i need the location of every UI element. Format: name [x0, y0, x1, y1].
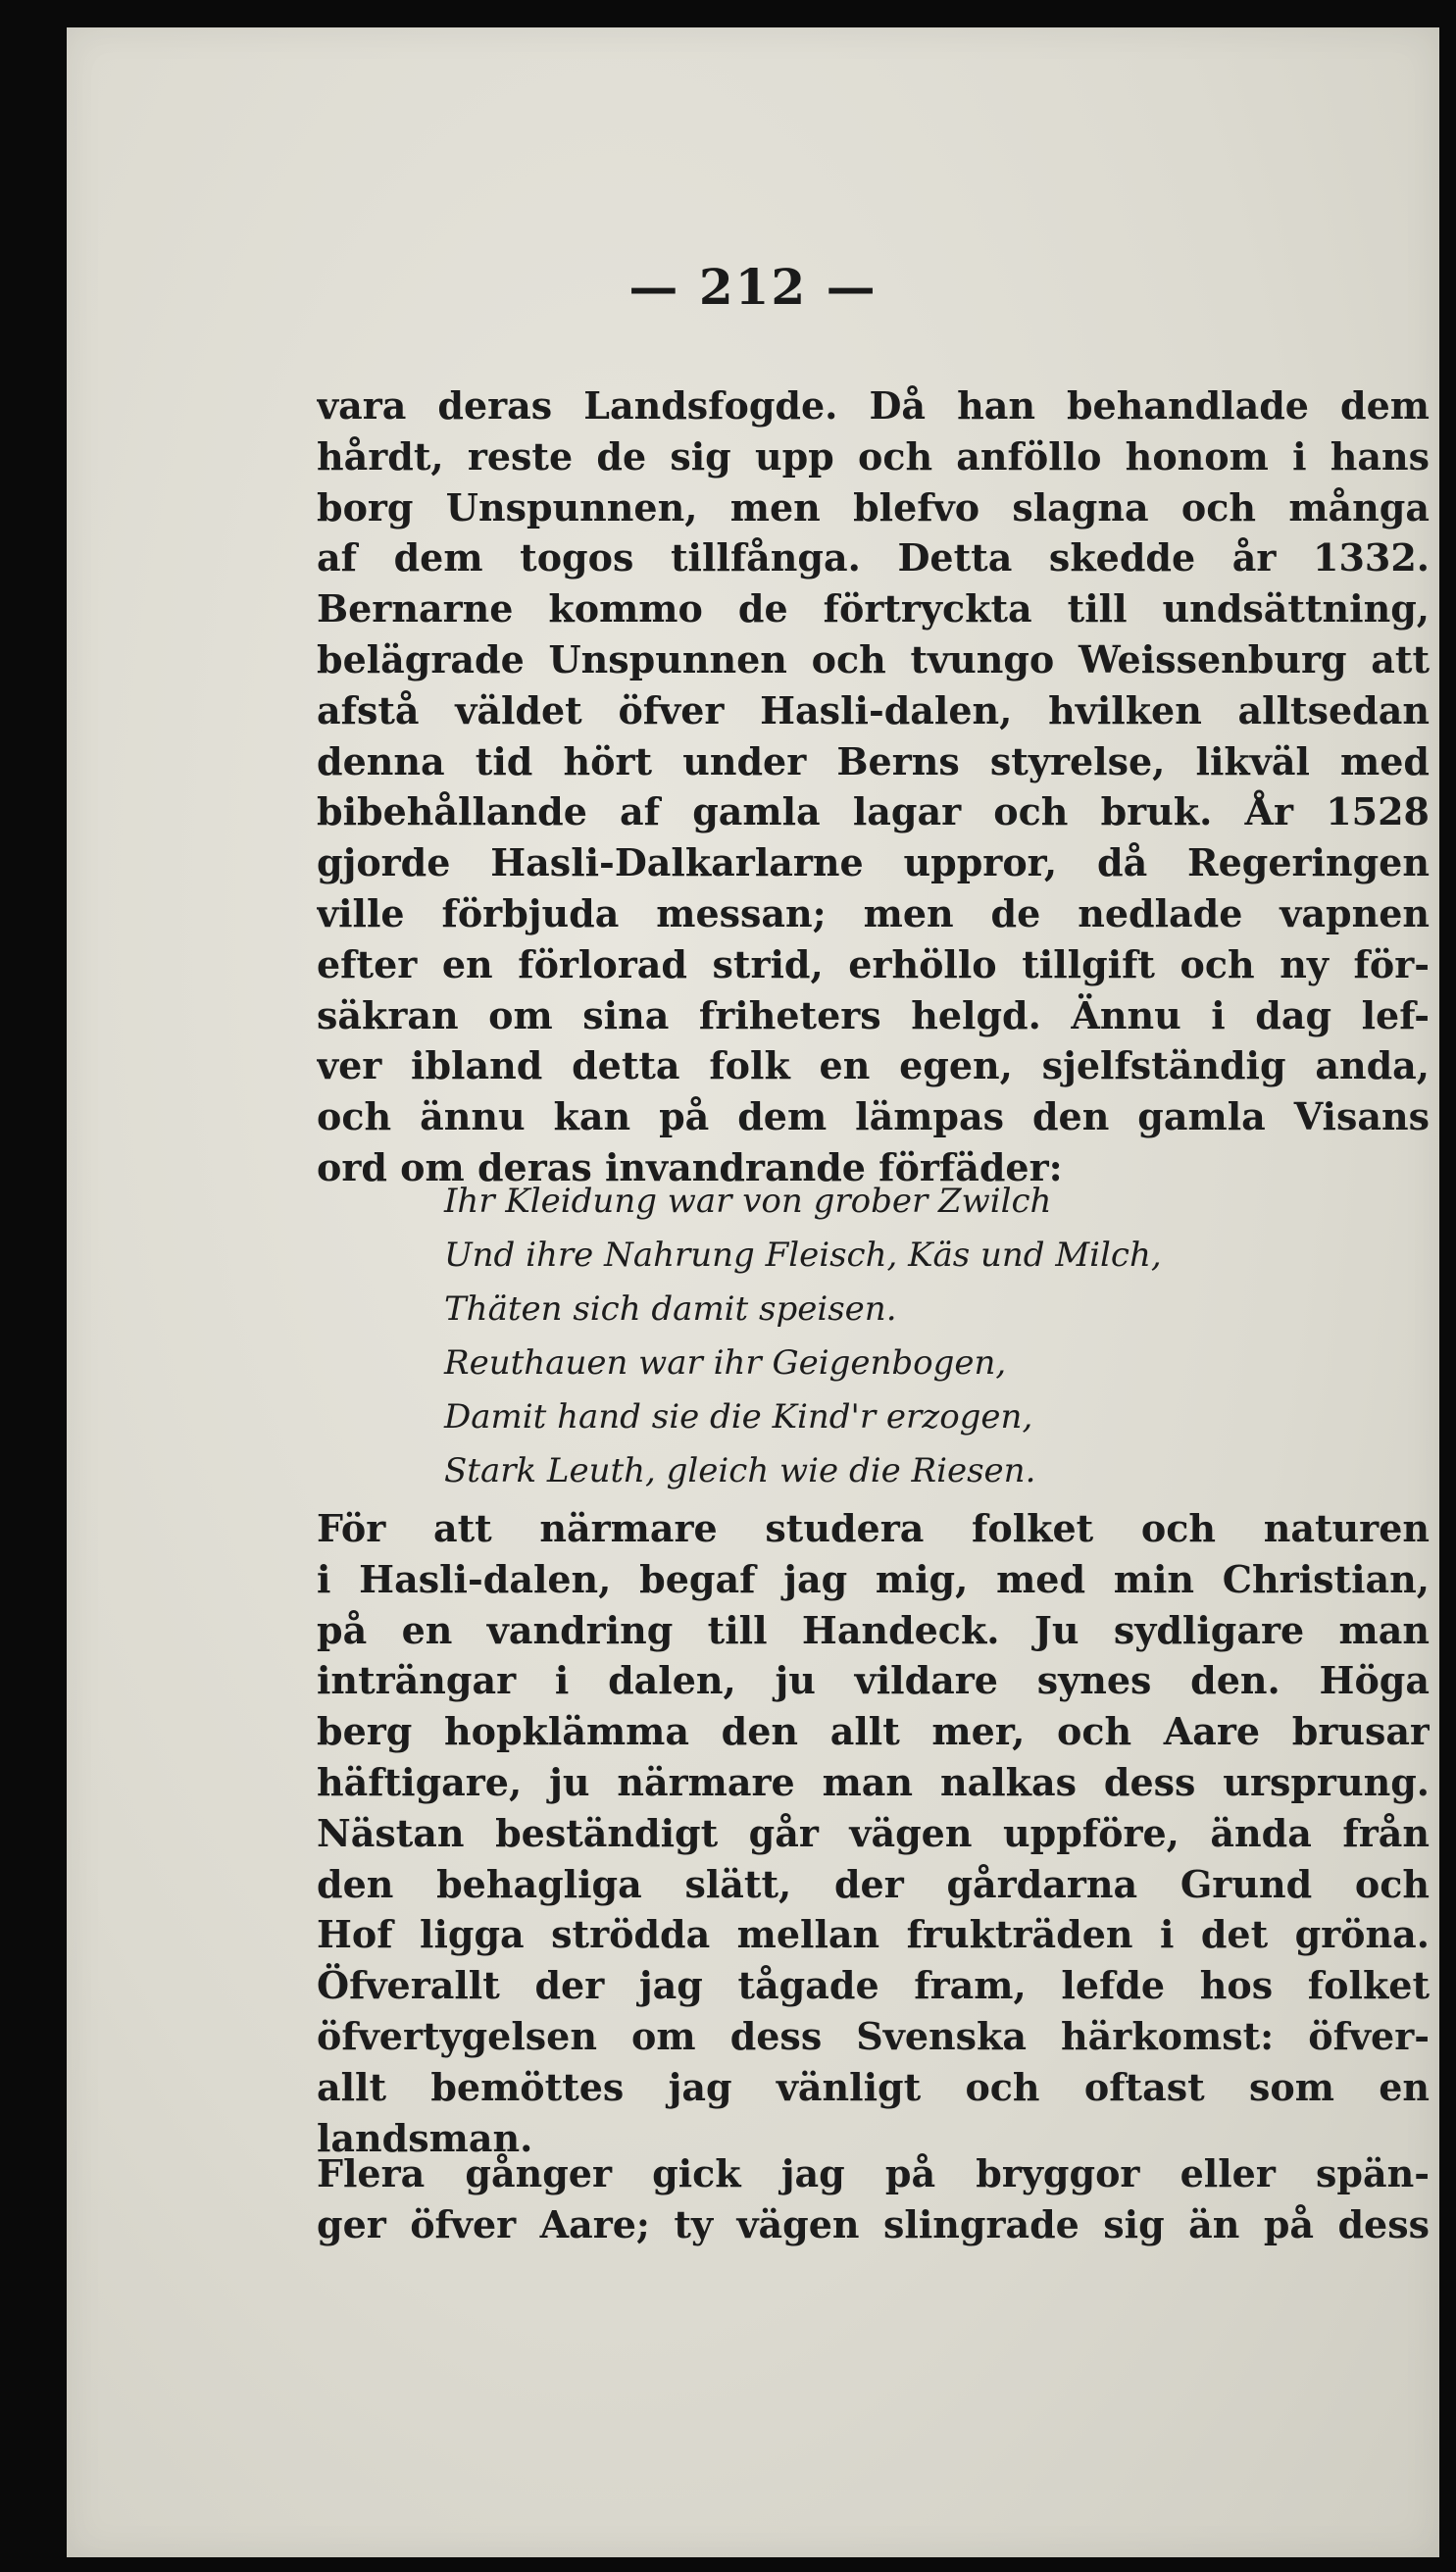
text-line: af dem togos tillfånga. Detta skedde år 1332.	[317, 535, 1430, 580]
text-line: i Hasli-dalen, begaf jag mig, med min Christian,	[317, 1556, 1430, 1601]
text-line: denna tid hört under Berns styrelse, likväl med	[317, 738, 1430, 783]
text-line: ville förbjuda messan; men de nedlade vapnen	[317, 890, 1430, 935]
text-line: på en vandring till Handeck. Ju sydligare man	[317, 1607, 1430, 1652]
verse-line: Und ihre Nahrung Fleisch, Käs und Milch,	[444, 1236, 1162, 1275]
text-line: inträngar i dalen, ju vildare synes den. Höga	[317, 1658, 1430, 1703]
text-line: häftigare, ju närmare man nalkas dess ursprung.	[317, 1759, 1430, 1804]
verse-line: Reuthauen war ihr Geigenbogen,	[444, 1343, 1007, 1383]
verse-quote	[444, 1175, 1385, 1498]
text-line: berg hopklämma den allt mer, och Aare brusar	[317, 1709, 1430, 1754]
text-line: afstå väldet öfver Hasli-dalen, hvilken alltsedan	[317, 687, 1430, 732]
paragraph-1	[317, 380, 1430, 1193]
text-line: gjorde Hasli-Dalkarlarne uppror, då Regeringen	[317, 840, 1430, 885]
text-line: hårdt, reste de sig upp och anföllo honom i hans	[317, 433, 1430, 479]
text-line: Hof ligga strödda mellan frukträden i det gröna.	[317, 1912, 1430, 1957]
text-line: Bernarne kommo de förtryckta till undsättning,	[317, 586, 1430, 631]
verse-line: Thäten sich damit speisen.	[444, 1289, 897, 1329]
verse-line: Damit hand sie die Kind'r erzogen,	[444, 1397, 1033, 1437]
verse-line: Ihr Kleidung war von grober Zwilch	[444, 1182, 1052, 1221]
text-line: För att närmare studera folket och naturen	[317, 1506, 1430, 1550]
text-line: bibehållande af gamla lagar och bruk. År 1528	[317, 789, 1430, 834]
page-number: — 212 —	[628, 258, 878, 316]
paragraph-3	[317, 2148, 1430, 2250]
text-line: Flera gånger gick jag på bryggor eller spän-	[317, 2151, 1430, 2195]
text-line: allt bemöttes jag vänligt och oftast som en	[317, 2064, 1430, 2109]
text-line: ger öfver Aare; ty vägen slingrade sig än på dess	[317, 2201, 1430, 2246]
text-line: och ännu kan på dem lämpas den gamla Visans	[317, 1094, 1430, 1139]
text-line: Öfverallt der jag tågade fram, lefde hos folket	[317, 1963, 1430, 2008]
text-line: säkran om sina friheters helgd. Ännu i dag lef-	[317, 992, 1430, 1037]
text-line: landsman.	[317, 2115, 533, 2160]
text-line: efter en förlorad strid, erhöllo tillgift och ny för-	[317, 941, 1430, 986]
text-line: Nästan beständigt går vägen uppföre, ända från	[317, 1810, 1430, 1855]
text-line: borg Unspunnen, men blefvo slagna och många	[317, 484, 1430, 530]
text-line: ord om deras invandrande förfäder:	[317, 1144, 1063, 1189]
text-line: öfvertygelsen om dess Svenska härkomst: öfver-	[317, 2013, 1430, 2058]
text-line: den behagliga slätt, der gårdarna Grund och	[317, 1861, 1430, 1906]
verse-line: Stark Leuth, gleich wie die Riesen.	[444, 1451, 1036, 1490]
text-line: ver ibland detta folk en egen, sjelfständig anda,	[317, 1043, 1430, 1088]
text-line: belägrade Unspunnen och tvungo Weissenburg att	[317, 636, 1430, 681]
book-page	[67, 27, 1439, 2557]
paragraph-2	[317, 1503, 1430, 2163]
text-line: vara deras Landsfogde. Då han behandlade dem	[317, 383, 1430, 428]
